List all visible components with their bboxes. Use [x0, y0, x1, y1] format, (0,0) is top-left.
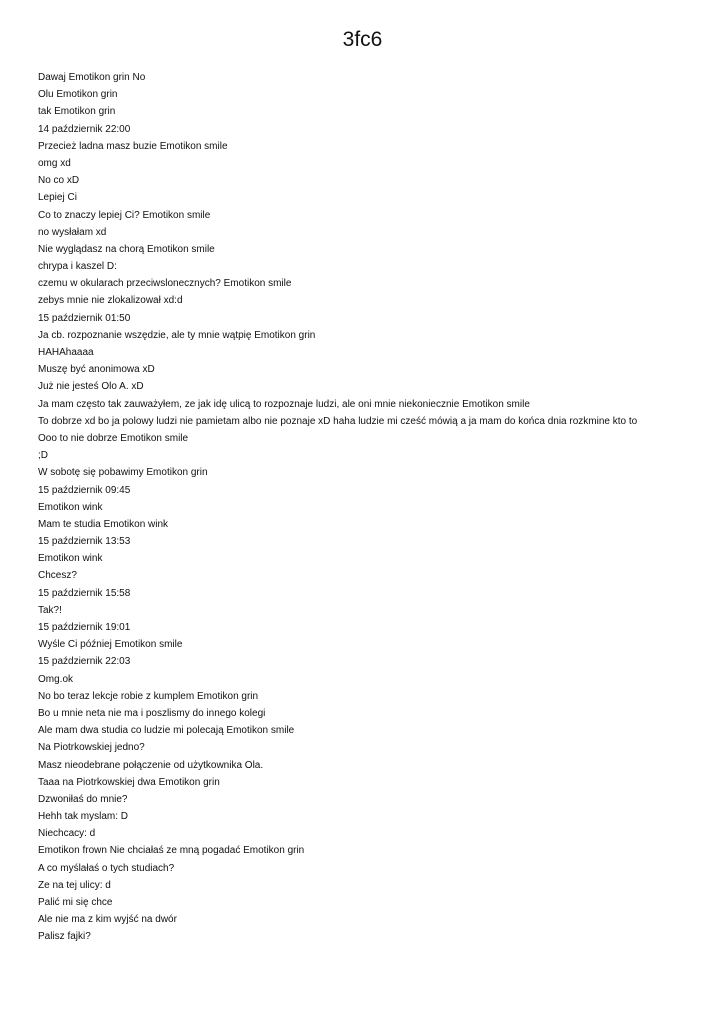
- page-title: 3fc6: [342, 28, 383, 51]
- message-list: [38, 69, 717, 946]
- message-line: Masz nieodebrane połączenie od użytkownika Ola.: [38, 759, 264, 771]
- message-line: Przecież ladna masz buzie Emotikon smile: [38, 140, 228, 152]
- message-line: Hehh tak myslam: D: [38, 811, 129, 823]
- message-line: Ja cb. rozpoznanie wszędzie, ale ty mnie wątpię Emotikon grin: [38, 329, 316, 341]
- message-line: 14 październik 22:00: [38, 123, 131, 135]
- message-line: Już nie jesteś Olo A. xD: [38, 381, 144, 393]
- message-line: Tak?!: [38, 604, 62, 616]
- message-line: Nie wyglądasz na chorą Emotikon smile: [38, 243, 215, 255]
- message-line: Mam te studia Emotikon wink: [38, 518, 169, 530]
- message-line: HAHAhaaaa: [38, 347, 94, 358]
- message-line: Co to znaczy lepiej Ci? Emotikon smile: [38, 209, 211, 221]
- message-line: Muszę być anonimowa xD: [38, 364, 155, 376]
- message-line: Dzwoniłaś do mnie?: [38, 793, 128, 805]
- message-line: Palisz fajki?: [38, 931, 91, 943]
- message-line: Ale nie ma z kim wyjść na dwór: [38, 914, 177, 926]
- message-line: no wysłałam xd: [38, 226, 107, 238]
- message-line: zebys mnie nie zlokalizował xd:d: [38, 295, 183, 307]
- message-line: Niechcacy: d: [38, 828, 96, 840]
- message-line: 15 październik 09:45: [38, 484, 131, 496]
- message-line: Ze na tej ulicy: d: [38, 879, 111, 891]
- message-line: ;D: [38, 450, 48, 462]
- message-line: 15 październik 19:01: [38, 622, 131, 633]
- message-line: Taaa na Piotrkowskiej dwa Emotikon grin: [38, 776, 220, 788]
- message-line: Chcesz?: [38, 570, 77, 582]
- message-line: Omg.ok: [38, 673, 74, 685]
- message-line: 15 październik 01:50: [38, 312, 131, 324]
- message-line: Ale mam dwa studia co ludzie mi polecają Emotikon smile: [38, 725, 295, 737]
- message-line: No co xD: [38, 175, 80, 187]
- message-line: Na Piotrkowskiej jedno?: [38, 742, 145, 754]
- message-line: Emotikon wink: [38, 501, 103, 513]
- message-line: Bo u mnie neta nie ma i poszlismy do innego kolegi: [38, 707, 266, 719]
- message-line: Lepiej Ci: [38, 192, 77, 204]
- message-line: Emotikon wink: [38, 553, 103, 565]
- message-line: Palić mi się chce: [38, 897, 113, 908]
- message-line: tak Emotikon grin: [38, 106, 116, 118]
- message-line: omg xd: [38, 157, 71, 169]
- message-line: A co myślałaś o tych studiach?: [38, 862, 175, 874]
- message-line: chrypa i kaszel D:: [38, 261, 117, 273]
- message-line: 15 październik 13:53: [38, 536, 131, 548]
- message-line: czemu w okularach przeciwslonecznych? Emotikon smile: [38, 278, 292, 290]
- message-line: 15 październik 22:03: [38, 656, 131, 668]
- message-line: Ja mam często tak zauważyłem, ze jak idę ulicą to rozpoznaje ludzi, ale oni mnie niekoniecznie Emotikon smile: [38, 398, 530, 410]
- message-line: No bo teraz lekcje robie z kumplem Emotikon grin: [38, 690, 259, 702]
- message-line: Dawaj Emotikon grin No: [38, 72, 146, 83]
- message-line: Wyśle Ci później Emotikon smile: [38, 639, 183, 651]
- message-line: To dobrze xd bo ja polowy ludzi nie pamietam albo nie poznaje xD haha ludzie mi cześć mówią a ja mam do końca dnia rozkmine kto to: [38, 415, 638, 427]
- message-line: 15 październik 15:58: [38, 587, 131, 599]
- message-line: Ooo to nie dobrze Emotikon smile: [38, 432, 189, 444]
- message-line: W sobotę się pobawimy Emotikon grin: [38, 467, 208, 479]
- message-line: Emotikon frown Nie chciałaś ze mną pogadać Emotikon grin: [38, 845, 305, 857]
- message-line: Olu Emotikon grin: [38, 89, 118, 101]
